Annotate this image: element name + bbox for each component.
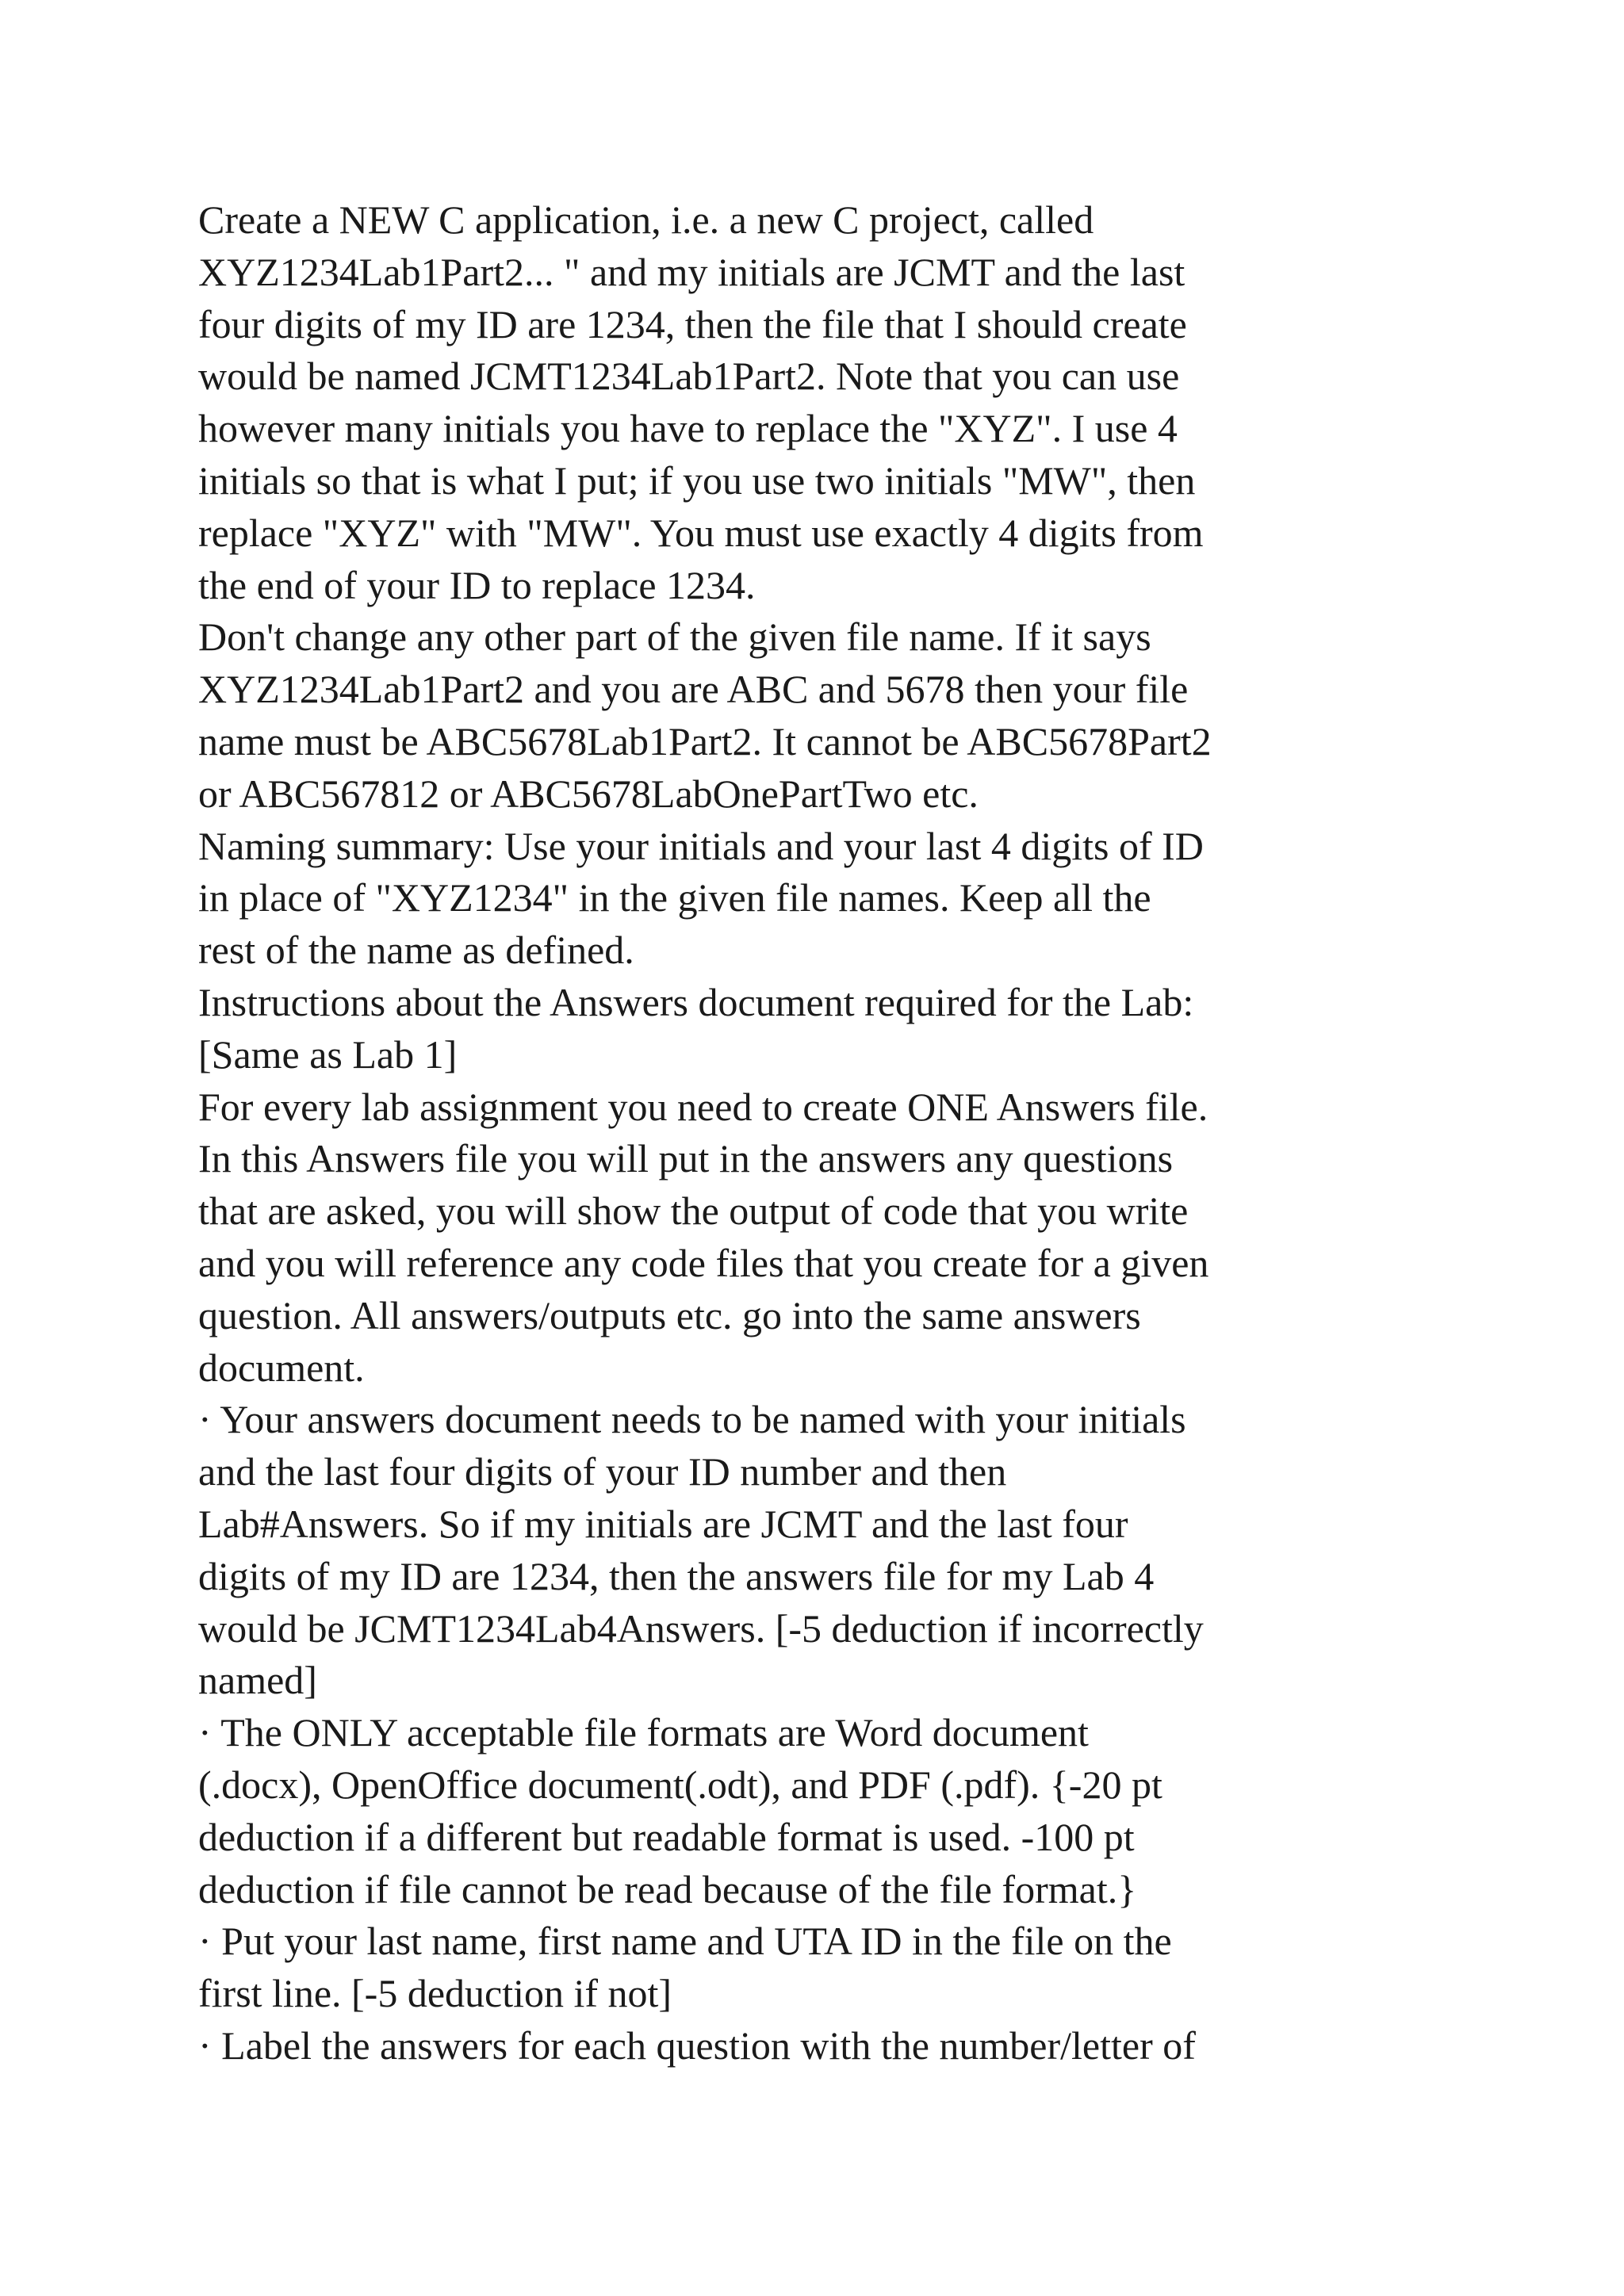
text-line: would be named JCMT1234Lab1Part2. Note that you can use [198, 354, 1180, 399]
text-line: four digits of my ID are 1234, then the file that I should create [198, 301, 1187, 346]
text-line: · The ONLY acceptable file formats are Word document [198, 1710, 1089, 1755]
text-line: In this Answers file you will put in the answers any questions [198, 1136, 1174, 1181]
text-line: replace "XYZ" with "MW". You must use exactly 4 digits from [198, 510, 1204, 555]
document-body [198, 194, 1435, 2072]
text-line: digits of my ID are 1234, then the answers file for my Lab 4 [198, 1553, 1155, 1598]
text-line: (.docx), OpenOffice document(.odt), and PDF (.pdf). {-20 pt [198, 1762, 1162, 1807]
text-line: · Put your last name, first name and UTA ID in the file on the [198, 1919, 1172, 1964]
text-line: initials so that is what I put; if you use two initials "MW", then [198, 457, 1196, 503]
text-line: For every lab assignment you need to create ONE Answers file. [198, 1084, 1208, 1129]
text-line: · Your answers document needs to be named with your initials [198, 1397, 1186, 1442]
text-line: rest of the name as defined. [198, 928, 634, 973]
text-line: however many initials you have to replace the "XYZ". I use 4 [198, 406, 1178, 451]
text-line: that are asked, you will show the output of code that you write [198, 1188, 1189, 1234]
text-line: deduction if file cannot be read because of the file format.} [198, 1866, 1137, 1911]
text-line: Create a NEW C application, i.e. a new C project, called [198, 197, 1094, 242]
text-line: in place of "XYZ1234" in the given file names. Keep all the [198, 875, 1151, 920]
text-line: Lab#Answers. So if my initials are JCMT and the last four [198, 1501, 1128, 1546]
text-line: question. All answers/outputs etc. go into the same answers [198, 1292, 1141, 1337]
text-line: or ABC567812 or ABC5678LabOnePartTwo etc. [198, 771, 979, 816]
text-line: Instructions about the Answers document required for the Lab: [198, 979, 1194, 1024]
text-line: XYZ1234Lab1Part2... " and my initials are JCMT and the last [198, 249, 1185, 294]
text-line: XYZ1234Lab1Part2 and you are ABC and 5678 then your file [198, 667, 1189, 712]
text-line: would be JCMT1234Lab4Answers. [-5 deduction if incorrectly [198, 1605, 1204, 1651]
text-line: · Label the answers for each question with the number/letter of [198, 2022, 1196, 2068]
text-line: the end of your ID to replace 1234. [198, 562, 756, 607]
text-line: first line. [-5 deduction if not] [198, 1971, 672, 2016]
text-line: Don't change any other part of the given file name. If it says [198, 614, 1151, 660]
text-line: document. [198, 1345, 365, 1390]
text-line: named] [198, 1658, 317, 1703]
text-line: [Same as Lab 1] [198, 1031, 458, 1077]
text-line: and the last four digits of your ID number and then [198, 1449, 1007, 1494]
text-line: Naming summary: Use your initials and your last 4 digits of ID [198, 823, 1204, 868]
text-line: and you will reference any code files that you create for a given [198, 1240, 1209, 1285]
text-line: deduction if a different but readable format is used. -100 pt [198, 1814, 1135, 1859]
text-line: name must be ABC5678Lab1Part2. It cannot be ABC5678Part2 [198, 718, 1212, 763]
